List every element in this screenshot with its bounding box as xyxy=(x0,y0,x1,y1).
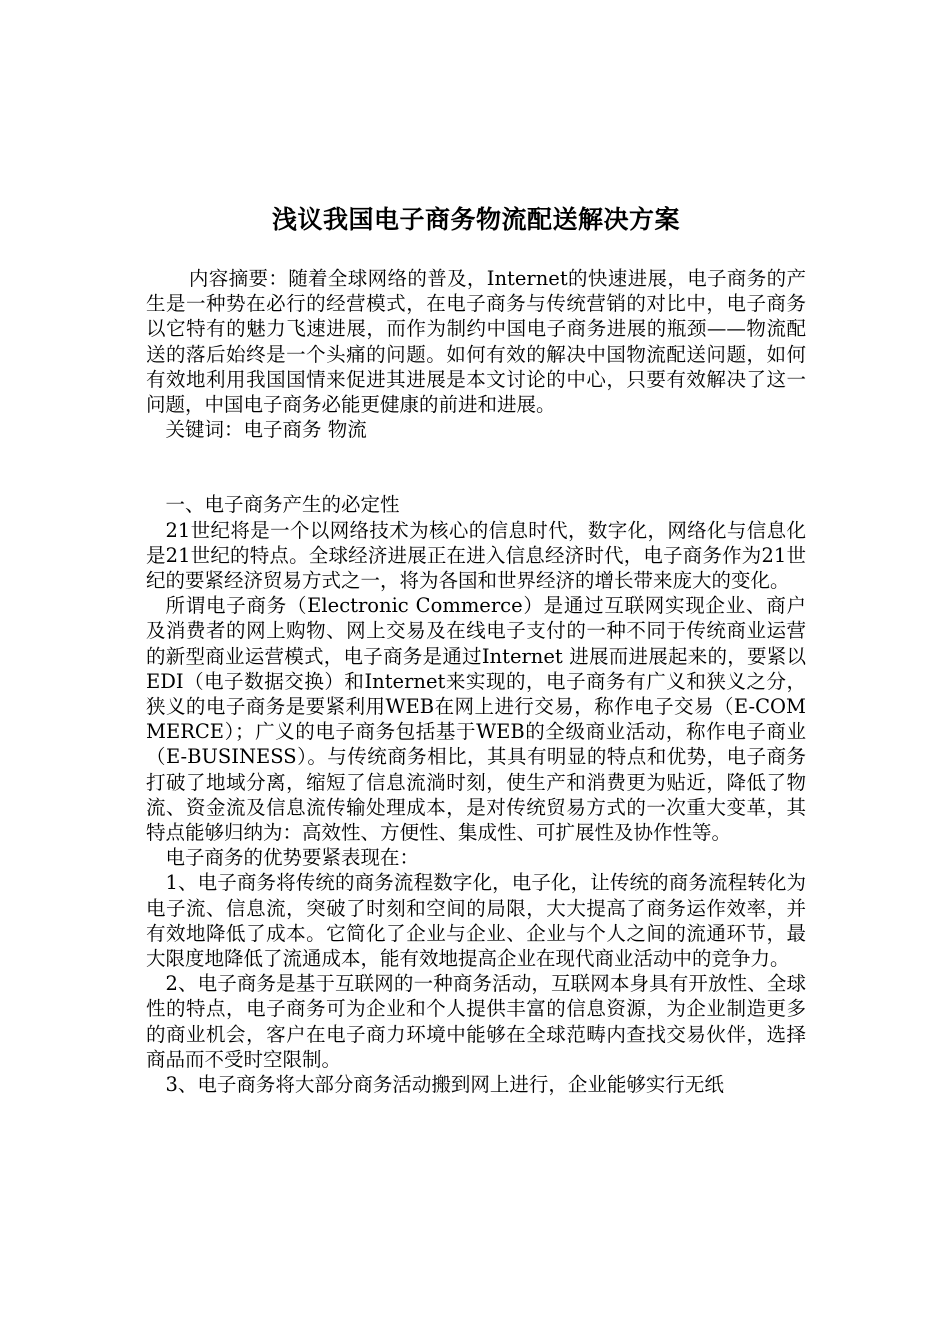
list-item-paragraph: 1、电子商务将传统的商务流程数字化，电子化，让传统的商务流程转化为电子流、信息流，突破了时刻和空间的局限，大大提高了商务运作效率，并有效地降低了成本。它简化了企业与企业、企业与个人之间的流通环节，最大限度地降低了流通成本，能有效地提高企业在现代商业活动中的竞争力。 xyxy=(146,871,806,971)
section-heading: 一、电子商务产生的必定性 xyxy=(165,493,400,517)
body-paragraph: 所谓电子商务（Electronic Commerce）是通过互联网实现企业、商户及消费者的网上购物、网上交易及在线电子支付的一种不同于传统商业运营的新型商业运营模式，电子商务是通过Internet 进展而进展起来的，要紧以EDI（电子数据交换）和Internet来实现的，电子商务有广义和狭义之分，狭义的电子商务是要紧利用WEB在网上进行交易，称作电子交易（E-COMMERCE）；广义的电子商务包括基于WEB的全级商业活动，称作电子商业（E-BUSINESS）。与传统商务相比，其具有明显的特点和优势，电子商务打破了地域分离，缩短了信息流淌时刻，使生产和消费更为贴近，降低了物流、资金流及信息流传输处理成本，是对传统贸易方式的一次重大变革，其特点能够归纳为：高效性、方便性、集成性、可扩展性及协作性等。 xyxy=(146,594,806,845)
body-paragraph: 电子商务的优势要紧表现在： xyxy=(165,846,420,870)
list-item-paragraph: 3、电子商务将大部分商务活动搬到网上进行，企业能够实行无纸 xyxy=(165,1073,724,1097)
keywords-line: 关键词：电子商务 物流 xyxy=(165,418,367,442)
body-paragraph: 21世纪将是一个以网络技术为核心的信息时代，数字化，网络化与信息化是21世纪的特点。全球经济进展正在进入信息经济时代，电子商务作为21世纪的要紧经济贸易方式之一，将为各国和世界经济的增长带来庞大的变化。 xyxy=(146,518,806,593)
section-gap xyxy=(146,442,806,492)
abstract-paragraph: 内容摘要：随着全球网络的普及，Internet的快速进展，电子商务的产生是一种势在必行的经营模式，在电子商务与传统营销的对比中，电子商务以它特有的魅力飞速进展，而作为制约中国电子商务进展的瓶颈——物流配送的落后始终是一个头痛的问题。如何有效的解决中国物流配送问题，如何有效地利用我国国情来促进其进展是本文讨论的中心，只要有效解决了这一问题，中国电子商务必能更健康的前进和进展。 xyxy=(146,267,806,417)
list-item-paragraph: 2、电子商务是基于互联网的一种商务活动，互联网本身具有开放性、全球性的特点，电子商务可为企业和个人提供丰富的信息资源，为企业制造更多的商业机会，客户在电子商力环境中能够在全球范畴内查找交易伙伴，选择商品而不受时空限制。 xyxy=(146,972,806,1071)
document-title: 浅议我国电子商务物流配送解决方案 xyxy=(271,205,680,234)
document-page xyxy=(146,200,806,1097)
